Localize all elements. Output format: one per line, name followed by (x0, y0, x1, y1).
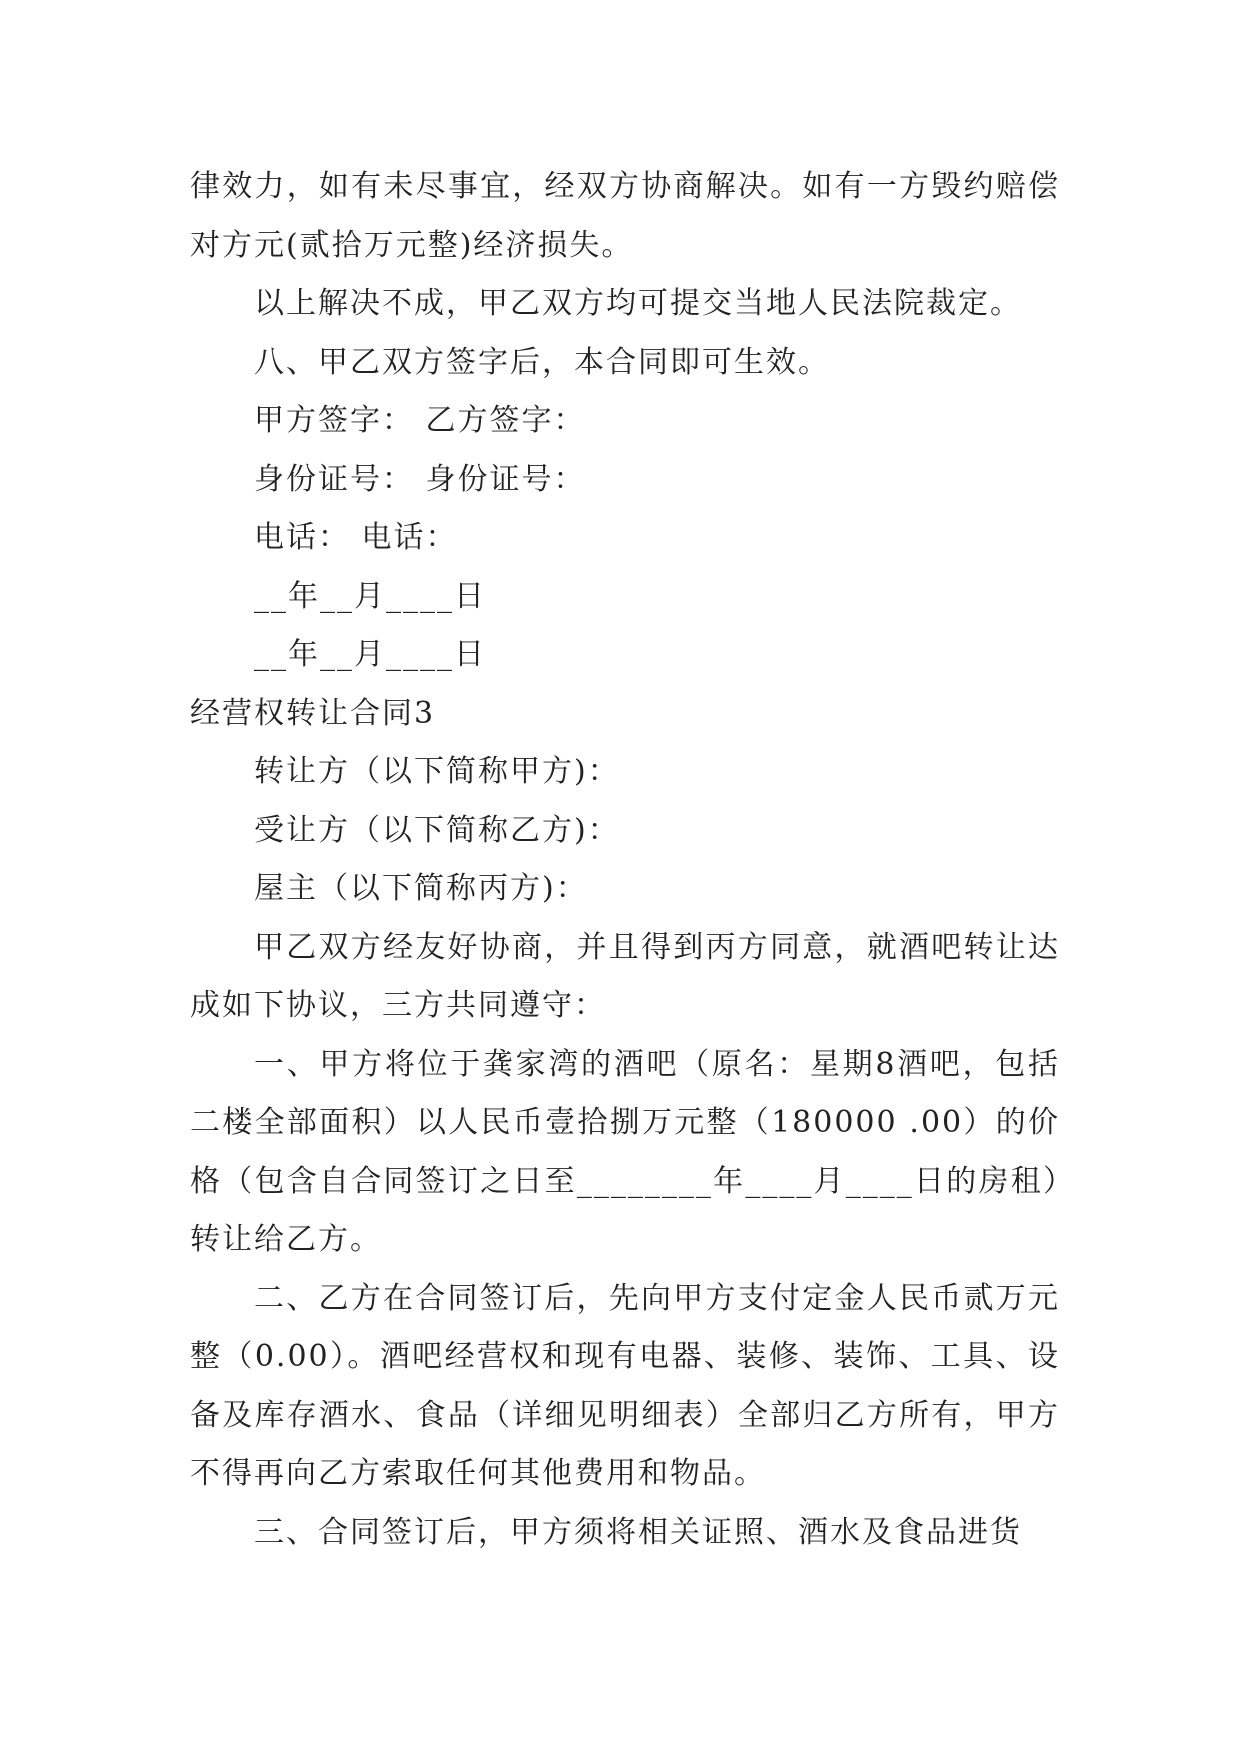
owner-line: 屋主（以下简称丙方)： (254, 871, 588, 906)
paragraph-clause-three: 三、合同签订后，甲方须将相关证照、酒水及食品进货 (254, 1514, 1022, 1550)
transferee-line: 受让方（以下简称乙方)： (254, 812, 620, 848)
transferor-line: 转让方（以下简称甲方)： (254, 754, 620, 789)
paragraph-clause-one: 一、甲方将位于龚家湾的酒吧（原名：星期8酒吧，包括二楼全部面积）以人民币壹拾捌万元整（180000 .00）的价格（包含自合同签订之日至________年____月____日的房租）转让给乙方。 (190, 1046, 1060, 1257)
paragraph-clause-eight: 八、甲乙双方签字后，本合同即可生效。 (254, 344, 830, 380)
document-body (190, 158, 1060, 1562)
paragraph-agreement-intro: 甲乙双方经友好协商，并且得到丙方同意，就酒吧转让达成如下协议，三方共同遵守： (190, 929, 1060, 1023)
signature-line: 甲方签字： 乙方签字： (254, 403, 586, 438)
date-line-party-a: __年__月____日 (254, 578, 486, 614)
paragraph-court-ruling: 以上解决不成，甲乙双方均可提交当地人民法院裁定。 (254, 286, 1022, 321)
contract-title: 经营权转让合同3 (190, 695, 436, 731)
paragraph-clause-two: 二、乙方在合同签订后，先向甲方支付定金人民币贰万元整（0.00）。酒吧经营权和现有电器、装修、装饰、工具、设备及库存酒水、食品（详细见明细表）全部归乙方所有，甲方不得再向乙方索取任何其他费用和物品。 (190, 1280, 1060, 1491)
paragraph-breach-clause: 律效力，如有未尽事宜，经双方协商解决。如有一方毁约赔偿对方元(贰拾万元整)经济损失。 (190, 169, 1060, 263)
phone-line: 电话： 电话： (254, 520, 458, 555)
date-line-party-b: __年__月____日 (254, 637, 486, 672)
id-number-line: 身份证号： 身份证号： (254, 461, 586, 497)
